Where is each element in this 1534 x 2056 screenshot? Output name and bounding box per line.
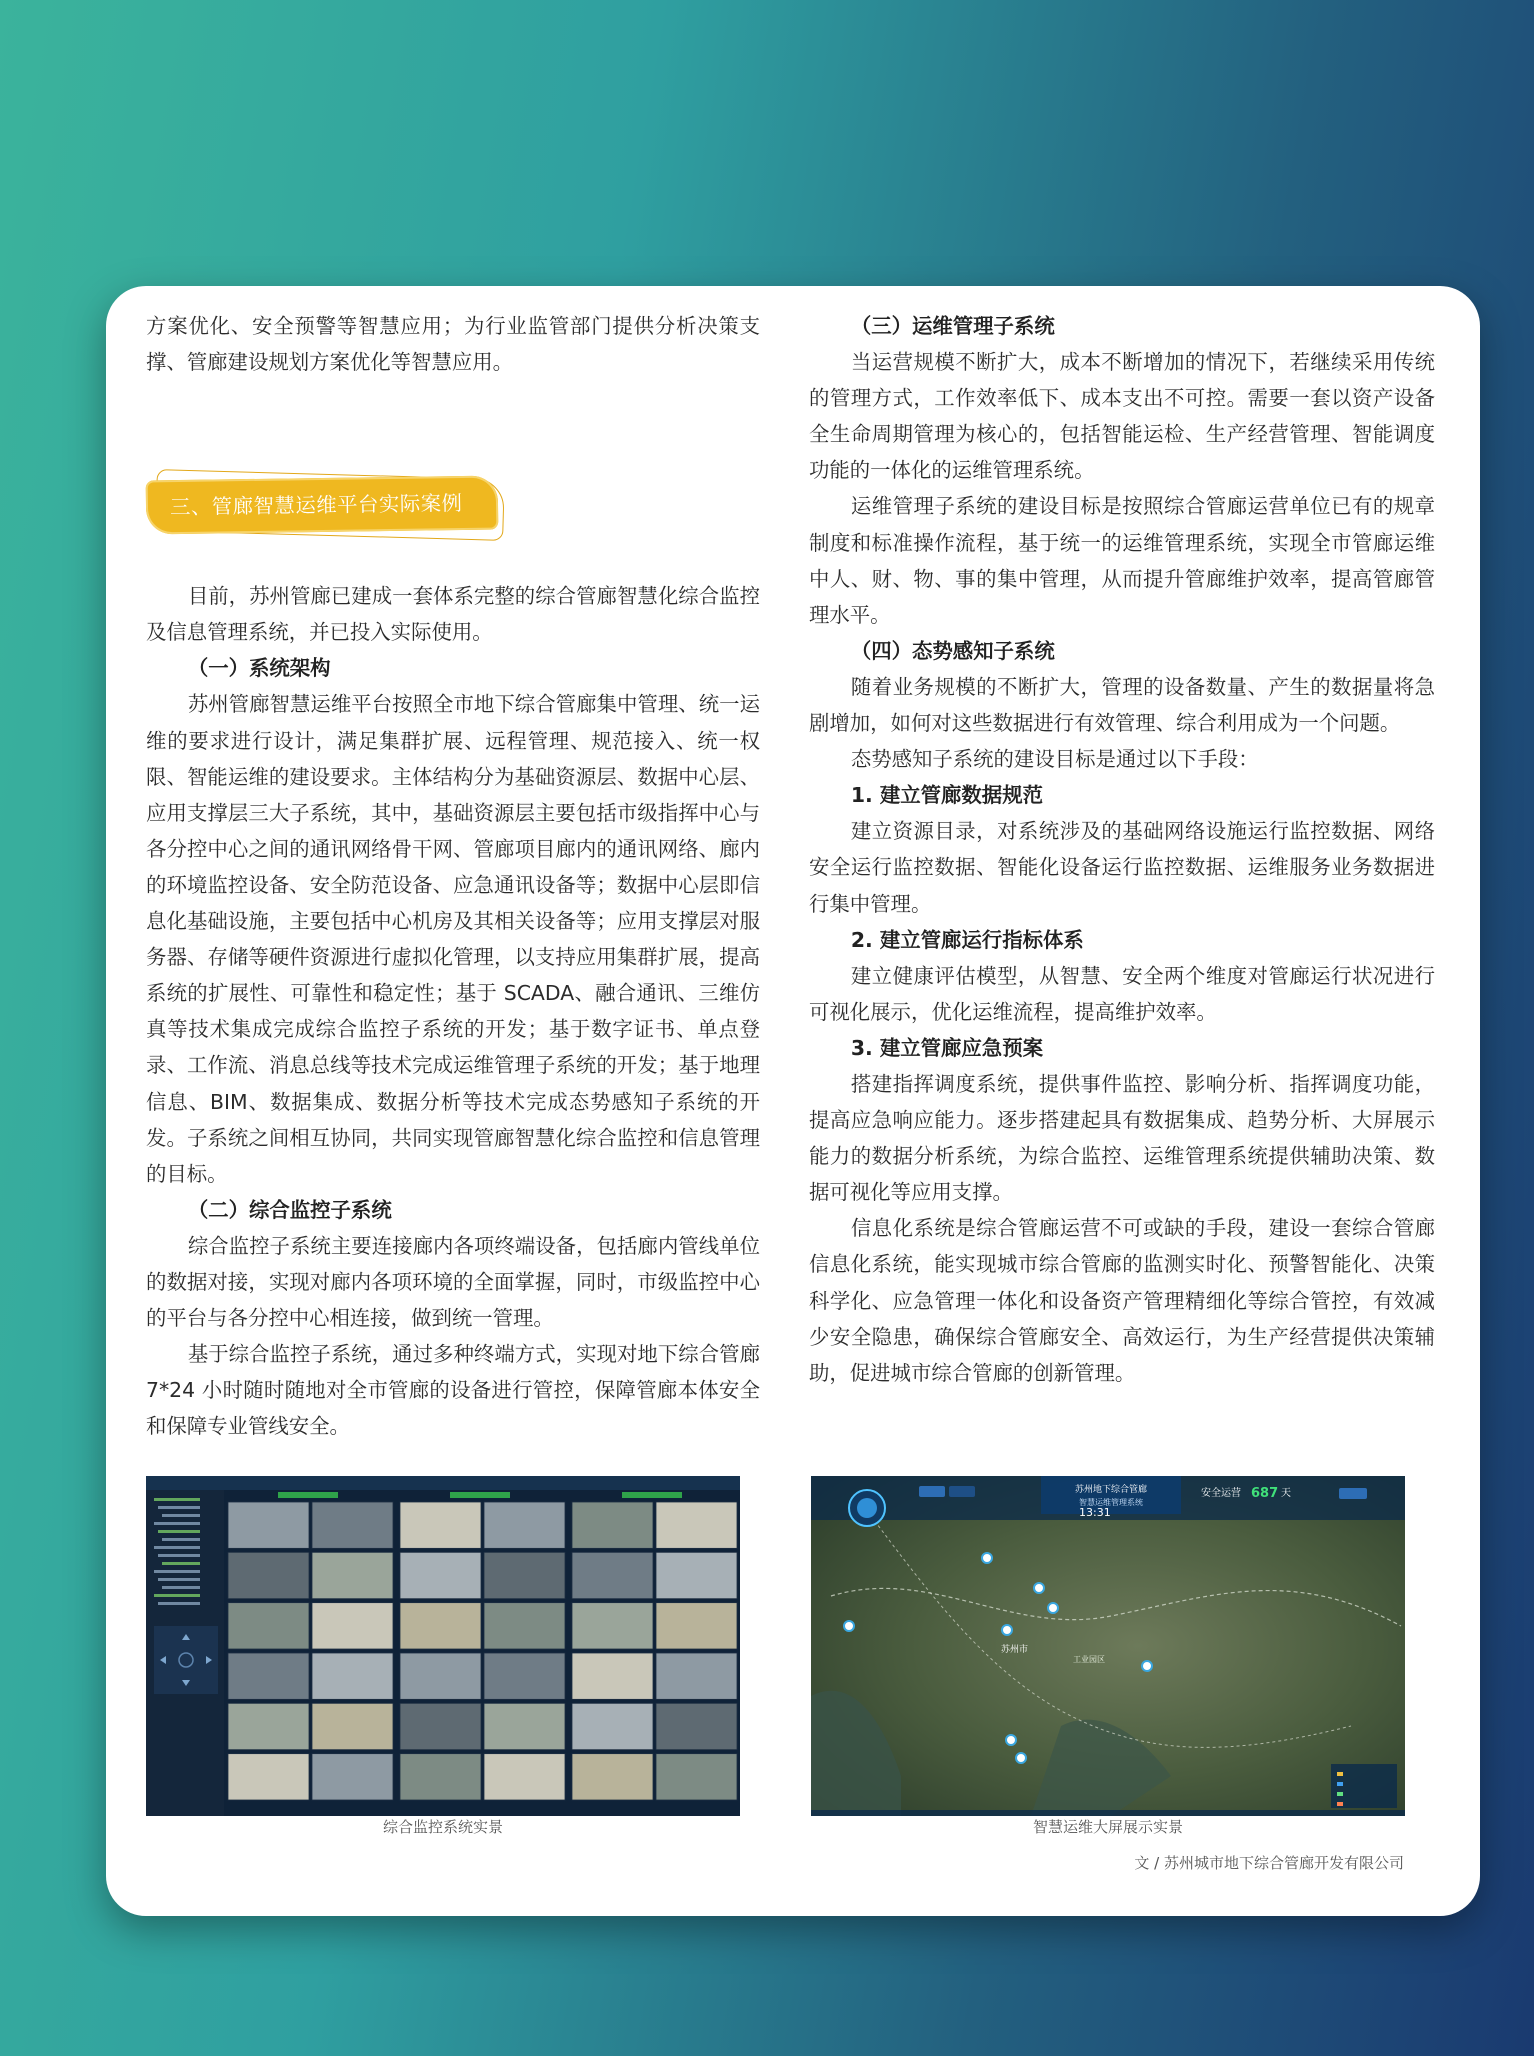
camera-feed <box>484 1552 565 1598</box>
author-credit: 文 / 苏州城市地下综合管廊开发有限公司 <box>1134 1854 1404 1872</box>
camera-feed <box>312 1754 393 1800</box>
ptz-control-pad <box>154 1626 218 1694</box>
camera-feed <box>484 1653 565 1699</box>
camera-feed <box>400 1502 481 1548</box>
paragraph: 建立健康评估模型，从智慧、安全两个维度对管廊运行状况进行可视化展示，优化运维流程，提高维护效率。 <box>809 963 1435 1024</box>
camera-feed <box>572 1754 653 1800</box>
camera-feed <box>228 1754 309 1800</box>
camera-feed <box>656 1653 737 1699</box>
map-marker-icon <box>1142 1661 1152 1671</box>
subheading: 3. 建立管廊应急预案 <box>850 1035 1043 1060</box>
safety-days: 687 <box>1251 1486 1279 1501</box>
map-marker-icon <box>1006 1735 1016 1745</box>
camera-feed <box>400 1552 481 1598</box>
camera-feed <box>400 1754 481 1800</box>
map-label-zone: 工业园区 <box>1073 1655 1105 1664</box>
subheading: 2. 建立管廊运行指标体系 <box>850 927 1084 952</box>
camera-feed <box>228 1552 309 1598</box>
map-marker-icon <box>1048 1603 1058 1613</box>
map-label-city: 苏州市 <box>1001 1645 1029 1655</box>
device-tree-row <box>154 1570 200 1573</box>
camera-feed <box>312 1653 393 1699</box>
right-column <box>809 308 1435 1391</box>
section-badge <box>146 470 760 570</box>
camera-feed <box>656 1603 737 1649</box>
device-tree-row <box>158 1554 200 1557</box>
paragraph: 随着业务规模的不断扩大，管理的设备数量、产生的数据量将急剧增加，如何对这些数据进行有效管理、综合利用成为一个问题。 <box>809 674 1435 736</box>
camera-feed <box>228 1653 309 1699</box>
paragraph: 运维管理子系统的建设目标是按照综合管廊运营单位已有的规章制度和标准操作流程，基于统一的运维管理系统，实现全市管廊运维中人、财、物、事的集中管理，从而提升管廊维护效率，提高管廊管理水平。 <box>809 494 1435 627</box>
camera-feed <box>484 1502 565 1548</box>
article-card <box>106 286 1480 1916</box>
screen-title: 苏州地下综合管廊 <box>1074 1485 1148 1495</box>
camera-feed <box>312 1552 393 1598</box>
device-tree-row <box>154 1546 200 1549</box>
left-column <box>146 308 760 1444</box>
screen-subtitle: 智慧运维管理系统 <box>1079 1498 1143 1507</box>
subheading: （二）综合监控子系统 <box>187 1197 392 1222</box>
device-tree-row <box>162 1562 200 1565</box>
device-tree-row <box>162 1514 200 1517</box>
camera-feed <box>572 1703 653 1749</box>
big-screen-map <box>811 1476 1405 1816</box>
camera-group-header <box>450 1492 510 1498</box>
camera-feed <box>312 1502 393 1548</box>
camera-feed <box>400 1703 481 1749</box>
camera-feed <box>656 1552 737 1598</box>
map-marker-icon <box>844 1621 854 1631</box>
camera-feed <box>400 1603 481 1649</box>
paragraph: 基于综合监控子系统，通过多种终端方式，实现对地下综合管廊 7*24 小时随时随地对全市管廊的设备进行管控，保障管廊本体安全和保障专业管线安全。 <box>146 1342 760 1439</box>
camera-feed <box>400 1653 481 1699</box>
section-title: 三、管廊智慧运维平台实际案例 <box>169 491 463 520</box>
paragraph: 态势感知子系统的建设目标是通过以下手段： <box>850 747 1259 772</box>
camera-feed <box>312 1703 393 1749</box>
device-tree-row <box>158 1530 200 1533</box>
camera-feed <box>572 1603 653 1649</box>
subheading: （四）态势感知子系统 <box>850 638 1055 663</box>
device-tree-row <box>162 1538 200 1541</box>
paragraph: 综合监控子系统主要连接廊内各项终端设备，包括廊内管线单位的数据对接，实现对廊内各项环境的全面掌握，同时，市级监控中心的平台与各分控中心相连接，做到统一管理。 <box>146 1233 760 1331</box>
safety-label: 安全运营 <box>1201 1488 1241 1499</box>
camera-feed <box>484 1703 565 1749</box>
paragraph: 建立资源目录，对系统涉及的基础网络设施运行监控数据、网络安全运行监控数据、智能化设备运行监控数据、运维服务业务数据进行集中管理。 <box>809 819 1435 916</box>
map-marker-icon <box>982 1553 992 1563</box>
clock: 13:31 <box>1079 1506 1111 1519</box>
camera-group-header <box>622 1492 682 1498</box>
camera-feed <box>484 1603 565 1649</box>
paragraph: 搭建指挥调度系统，提供事件监控、影响分析、指挥调度功能，提高应急响应能力。逐步搭建起具有数据集成、趋势分析、大屏展示能力的数据分析系统，为综合监控、运维管理系统提供辅助决策、数据可视化等应用支撑。 <box>809 1071 1435 1205</box>
camera-feed <box>572 1502 653 1548</box>
paragraph: 目前，苏州管廊已建成一套体系完整的综合管廊智慧化综合监控及信息管理系统，并已投入实际使用。 <box>146 584 760 645</box>
figure-caption-left: 综合监控系统实景 <box>382 1818 503 1836</box>
subheading: 1. 建立管廊数据规范 <box>850 783 1043 808</box>
paragraph: 当运营规模不断扩大，成本不断增加的情况下，若继续采用传统的管理方式，工作效率低下、成本支出不可控。需要一套以资产设备全生命周期管理为核心的，包括智能运检、生产经营管理、智能调度功能的一体化的运维管理系统。 <box>809 350 1435 483</box>
device-tree-row <box>158 1506 200 1509</box>
camera-feed <box>656 1502 737 1548</box>
camera-feed <box>572 1552 653 1598</box>
device-tree-row <box>154 1522 200 1525</box>
map-marker-icon <box>1002 1625 1012 1635</box>
camera-feed <box>228 1603 309 1649</box>
device-tree-row <box>154 1594 200 1597</box>
paragraph: 苏州管廊智慧运维平台按照全市地下综合管廊集中管理、统一运维的要求进行设计，满足集群扩展、远程管理、规范接入、统一权限、智能运维的建设要求。主体结构分为基础资源层、数据中心层、应用支撑层三大子系统，其中，基础资源层主要包括市级指挥中心与各分控中心之间的通讯网络骨干网、管廊项目廊内的通讯网络、廊内的环境监控设备、安全防范设备、应急通讯设备等；数据中心层即信息化基础设施，主要包括中心机房及其相关设备等；应用支撑层对服务器、存储等硬件资源进行虚拟化管理，以支持应用集群扩展，提高系统的扩展性、可靠性和稳定性；基于 SCADA、融合通讯、三维仿真等技术集成完成综合监控子系统的开发；基于数字证书、单点登录、工作流、消息总线等技术完成运维管理子系统的开发；基于地理信息、BIM、数据集成、数据分析等技术完成态势感知子系统的开发。子系统之间相互协同，共同实现管廊智慧化综合监控和信息管理的目标。 <box>146 692 760 1186</box>
safety-day-unit: 天 <box>1281 1488 1291 1499</box>
camera-feed <box>312 1603 393 1649</box>
camera-feed <box>228 1502 309 1548</box>
device-tree-row <box>162 1586 200 1589</box>
device-tree-row <box>158 1578 200 1581</box>
camera-feed <box>572 1653 653 1699</box>
subheading: （三）运维管理子系统 <box>850 314 1055 338</box>
camera-feed <box>484 1754 565 1800</box>
device-tree-row <box>154 1498 200 1501</box>
device-tree-row <box>158 1602 200 1605</box>
map-marker-icon <box>1034 1583 1044 1593</box>
camera-feed <box>228 1703 309 1749</box>
paragraph: 方案优化、安全预警等智慧应用；为行业监管部门提供分析决策支撑、管廊建设规划方案优化等智慧应用。 <box>146 314 760 375</box>
subheading: （一）系统架构 <box>187 656 331 681</box>
camera-feed <box>656 1703 737 1749</box>
monitoring-screenshot <box>146 1476 740 1816</box>
figure-caption-right: 智慧运维大屏展示实景 <box>1032 1818 1183 1836</box>
camera-group-header <box>278 1492 338 1498</box>
camera-feed <box>656 1754 737 1800</box>
map-marker-icon <box>1016 1753 1026 1763</box>
paragraph: 信息化系统是综合管廊运营不可或缺的手段，建设一套综合管廊信息化系统，能实现城市综合管廊的监测实时化、预警智能化、决策科学化、应急管理一体化和设备资产管理精细化等综合管控，有效减少安全隐患，确保综合管廊安全、高效运行，为生产经营提供决策辅助，促进城市综合管廊的创新管理。 <box>809 1216 1435 1385</box>
